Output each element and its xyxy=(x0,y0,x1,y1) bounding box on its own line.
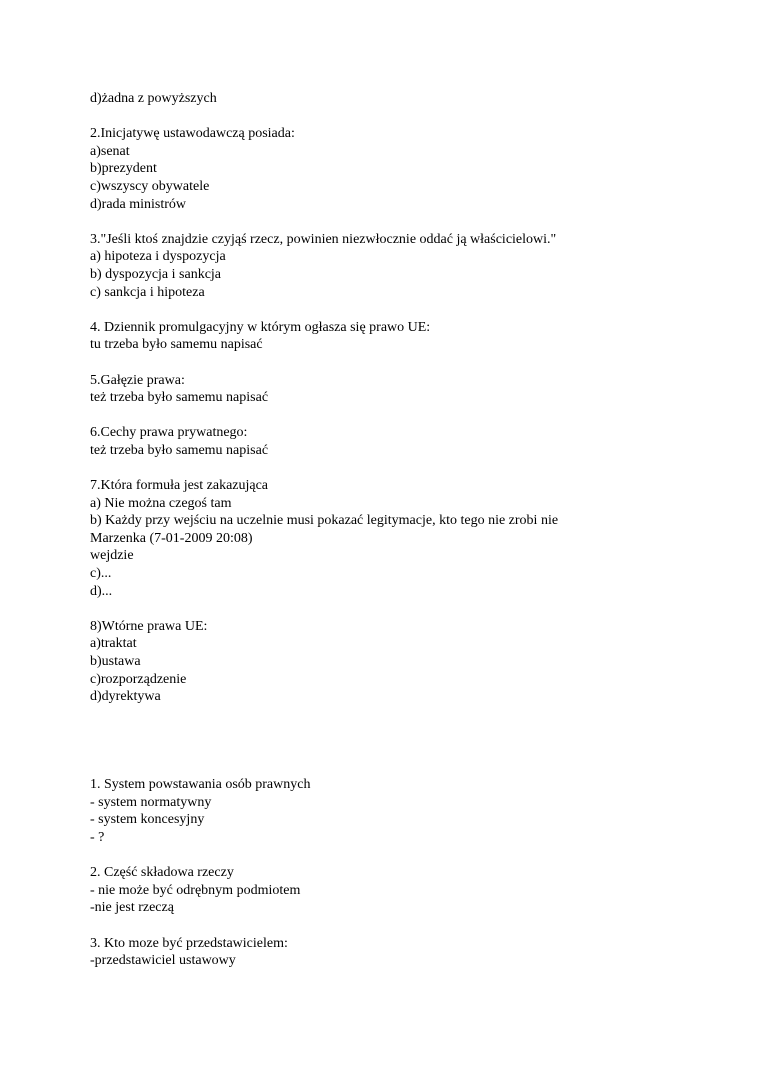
text-line: też trzeba było samemu napisać xyxy=(90,442,269,458)
text-line: - ? xyxy=(90,829,105,845)
text-line xyxy=(90,706,710,724)
text-line: d)żadna z powyższych xyxy=(90,91,217,106)
text-line: d)rada ministrów xyxy=(90,196,187,212)
text-line: c)rozporządzenie xyxy=(90,671,187,687)
text-line: wejdzie xyxy=(90,548,134,564)
text-line: d)dyrektywa xyxy=(90,689,161,705)
text-line: c) sankcja i hipoteza xyxy=(90,284,205,300)
text-line: a) hipoteza i dyspozycja xyxy=(90,249,226,265)
text-line: b) Każdy przy wejściu na uczelnie musi pokazać legitymacje, kto tego nie zrobi nie xyxy=(90,513,559,529)
text-line xyxy=(90,108,710,126)
text-line xyxy=(90,741,710,759)
text-line: a) Nie można czegoś tam xyxy=(90,495,232,511)
text-line xyxy=(90,723,710,741)
text-line: 5.Gałęzie prawa: xyxy=(90,372,185,388)
text-line: Marzenka (7-01-2009 20:08) xyxy=(90,530,253,546)
text-line: 3."Jeśli ktoś znajdzie czyjąś rzecz, powinien niezwłocznie oddać ją właścicielowi." xyxy=(90,231,557,247)
text-line xyxy=(90,407,710,425)
text-line: a)traktat xyxy=(90,636,137,652)
text-line: 6.Cechy prawa prywatnego: xyxy=(90,425,248,441)
text-line: tu trzeba było samemu napisać xyxy=(90,337,263,353)
text-line: też trzeba było samemu napisać xyxy=(90,390,269,406)
text-line: 4. Dziennik promulgacyjny w którym ogłasza się prawo UE: xyxy=(90,319,431,335)
text-line: b)ustawa xyxy=(90,654,141,669)
text-line: 8)Wtórne prawa UE: xyxy=(90,618,208,634)
text-line: - system koncesyjny xyxy=(90,812,205,828)
text-line xyxy=(90,213,710,231)
text-line: d)... xyxy=(90,583,113,599)
document-body xyxy=(90,90,710,970)
text-line xyxy=(90,600,710,618)
text-line: -nie jest rzeczą xyxy=(90,900,174,916)
text-line: 2. Część składowa rzeczy xyxy=(90,865,234,881)
text-line: - nie może być odrębnym podmiotem xyxy=(90,882,301,898)
text-line: c)... xyxy=(90,566,112,582)
text-line: b) dyspozycja i sankcja xyxy=(90,266,222,282)
text-line xyxy=(90,301,710,319)
text-line: 7.Która formuła jest zakazująca xyxy=(90,478,269,494)
text-line: b)prezydent xyxy=(90,161,157,177)
text-line xyxy=(90,847,710,865)
text-line: 1. System powstawania osób prawnych xyxy=(90,777,311,793)
text-line: a)senat xyxy=(90,143,130,159)
text-line: - system normatywny xyxy=(90,794,212,810)
text-line xyxy=(90,459,710,477)
text-line xyxy=(90,917,710,935)
text-line xyxy=(90,354,710,372)
text-line: 3. Kto moze być przedstawicielem: xyxy=(90,935,288,951)
text-line xyxy=(90,759,710,777)
text-line: 2.Inicjatywę ustawodawczą posiada: xyxy=(90,126,295,142)
text-line: -przedstawiciel ustawowy xyxy=(90,953,236,969)
text-line: c)wszyscy obywatele xyxy=(90,178,210,194)
